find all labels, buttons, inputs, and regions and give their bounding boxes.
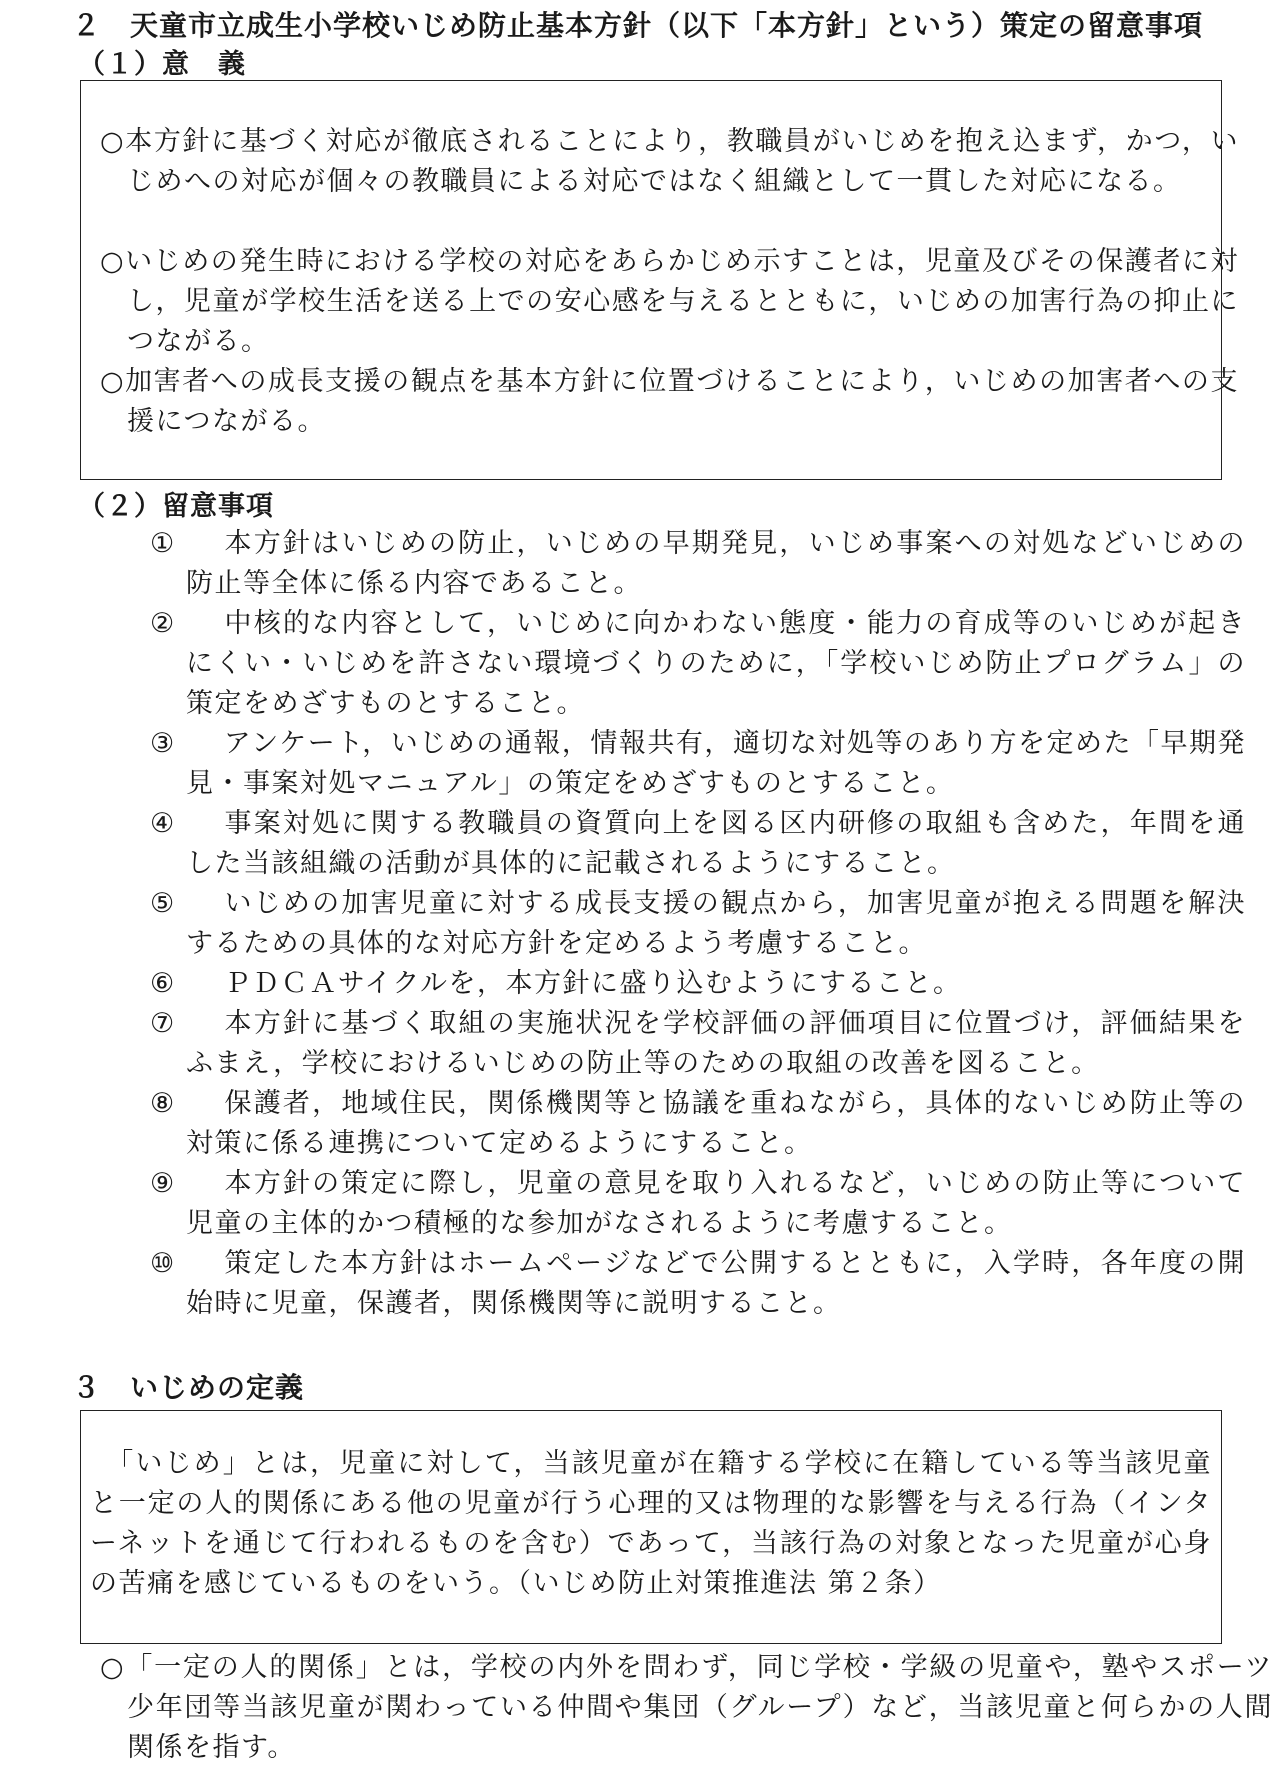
definition-text: 「いじめ」とは，児童に対して，当該児童が在籍する学校に在籍している等当該児童と一定の人的関係にある他の児童が行う心理的又は物理的な影響を与える行為（インターネットを通じて行われるものを含む）であって，当該行為の対象となった児童が心身の苦痛を感じているものをいう。（いじめ防止対策推進法 第２条）: [90, 1448, 1212, 1599]
section2-sub1-heading: （１）意 義: [78, 49, 246, 80]
note-number: ⑩: [150, 1248, 176, 1279]
note-text: 中核的な内容として，いじめに向かわない態度・能力の育成等のいじめが起きにくい・いじめを許さない環境づくりのために，「学校いじめ防止プログラム」の策定をめざすものとすること。: [186, 608, 1246, 719]
note-number: ⑦: [150, 1008, 176, 1039]
note-number: ⑤: [150, 888, 176, 919]
section3-heading: ３ いじめの定義: [72, 1371, 305, 1404]
note-item-6: [150, 964, 1246, 1004]
significance-item-2: ○いじめの発生時における学校の対応をあらかじめ示すことは，児童及びその保護者に対し，児童が学校生活を送る上での安心感を与えるとともに，いじめの加害行為の抑止につながる。: [100, 246, 1239, 357]
significance-item-3: ○加害者への成長支援の観点を基本方針に位置づけることにより，いじめの加害者への支援につながる。: [100, 366, 1239, 437]
note-item-2: [150, 604, 1246, 724]
significance-item-1: ○本方針に基づく対応が徹底されることにより，教職員がいじめを抱え込まず，かつ，いじめへの対応が個々の教職員による対応ではなく組織として一貫した対応になる。: [100, 126, 1239, 197]
note-number: ④: [150, 808, 176, 839]
note-text: アンケート，いじめの通報，情報共有，適切な対処等のあり方を定めた「早期発見・事案対処マニュアル」の策定をめざすものとすること。: [186, 728, 1246, 799]
note-text: いじめの加害児童に対する成長支援の観点から，加害児童が抱える問題を解決するための具体的な対応方針を定めるよう考慮すること。: [186, 888, 1246, 959]
note-item-8: [150, 1084, 1246, 1164]
note-item-9: [150, 1164, 1246, 1244]
note-item-1: [150, 524, 1246, 604]
section2-sub2-heading: （２）留意事項: [78, 491, 274, 522]
note-item-7: [150, 1004, 1246, 1084]
note-text: 本方針の策定に際し，児童の意見を取り入れるなど，いじめの防止等について児童の主体的かつ積極的な参加がなされるように考慮すること。: [186, 1168, 1246, 1239]
note-text: 本方針に基づく取組の実施状況を学校評価の評価項目に位置づけ，評価結果をふまえ，学校におけるいじめの防止等のための取組の改善を図ること。: [186, 1008, 1246, 1079]
note-item-5: [150, 884, 1246, 964]
note-item-10: [150, 1244, 1246, 1324]
note-number: ⑨: [150, 1168, 176, 1199]
note-number: ③: [150, 728, 176, 759]
section2-heading: ２ 天童市立成生小学校いじめ防止基本方針（以下「本方針」という）策定の留意事項: [72, 9, 1204, 42]
note-number: ②: [150, 608, 176, 639]
note-text: 事案対処に関する教職員の資質向上を図る区内研修の取組も含めた，年間を通した当該組織の活動が具体的に記載されるようにすること。: [186, 808, 1246, 879]
note-number: ⑥: [150, 968, 176, 999]
note-text: 保護者，地域住民，関係機関等と協議を重ねながら，具体的ないじめ防止等の対策に係る連携について定めるようにすること。: [186, 1088, 1246, 1159]
note-item-3: [150, 724, 1246, 804]
note-text: 策定した本方針はホームページなどで公開するとともに，入学時，各年度の開始時に児童，保護者，関係機関等に説明すること。: [186, 1248, 1246, 1319]
relationship-note: ○「一定の人的関係」とは，学校の内外を問わず，同じ学校・学級の児童や，塾やスポーツ少年団等当該児童が関わっている仲間や集団（グループ）など，当該児童と何らかの人間関係を指す。: [100, 1652, 1273, 1763]
note-item-4: [150, 804, 1246, 884]
note-number: ⑧: [150, 1088, 176, 1119]
note-number: ①: [150, 528, 176, 559]
note-text: ＰＤＣＡサイクルを，本方針に盛り込むようにすること。: [223, 968, 962, 999]
note-text: 本方針はいじめの防止，いじめの早期発見，いじめ事案への対処などいじめの防止等全体に係る内容であること。: [186, 528, 1246, 599]
